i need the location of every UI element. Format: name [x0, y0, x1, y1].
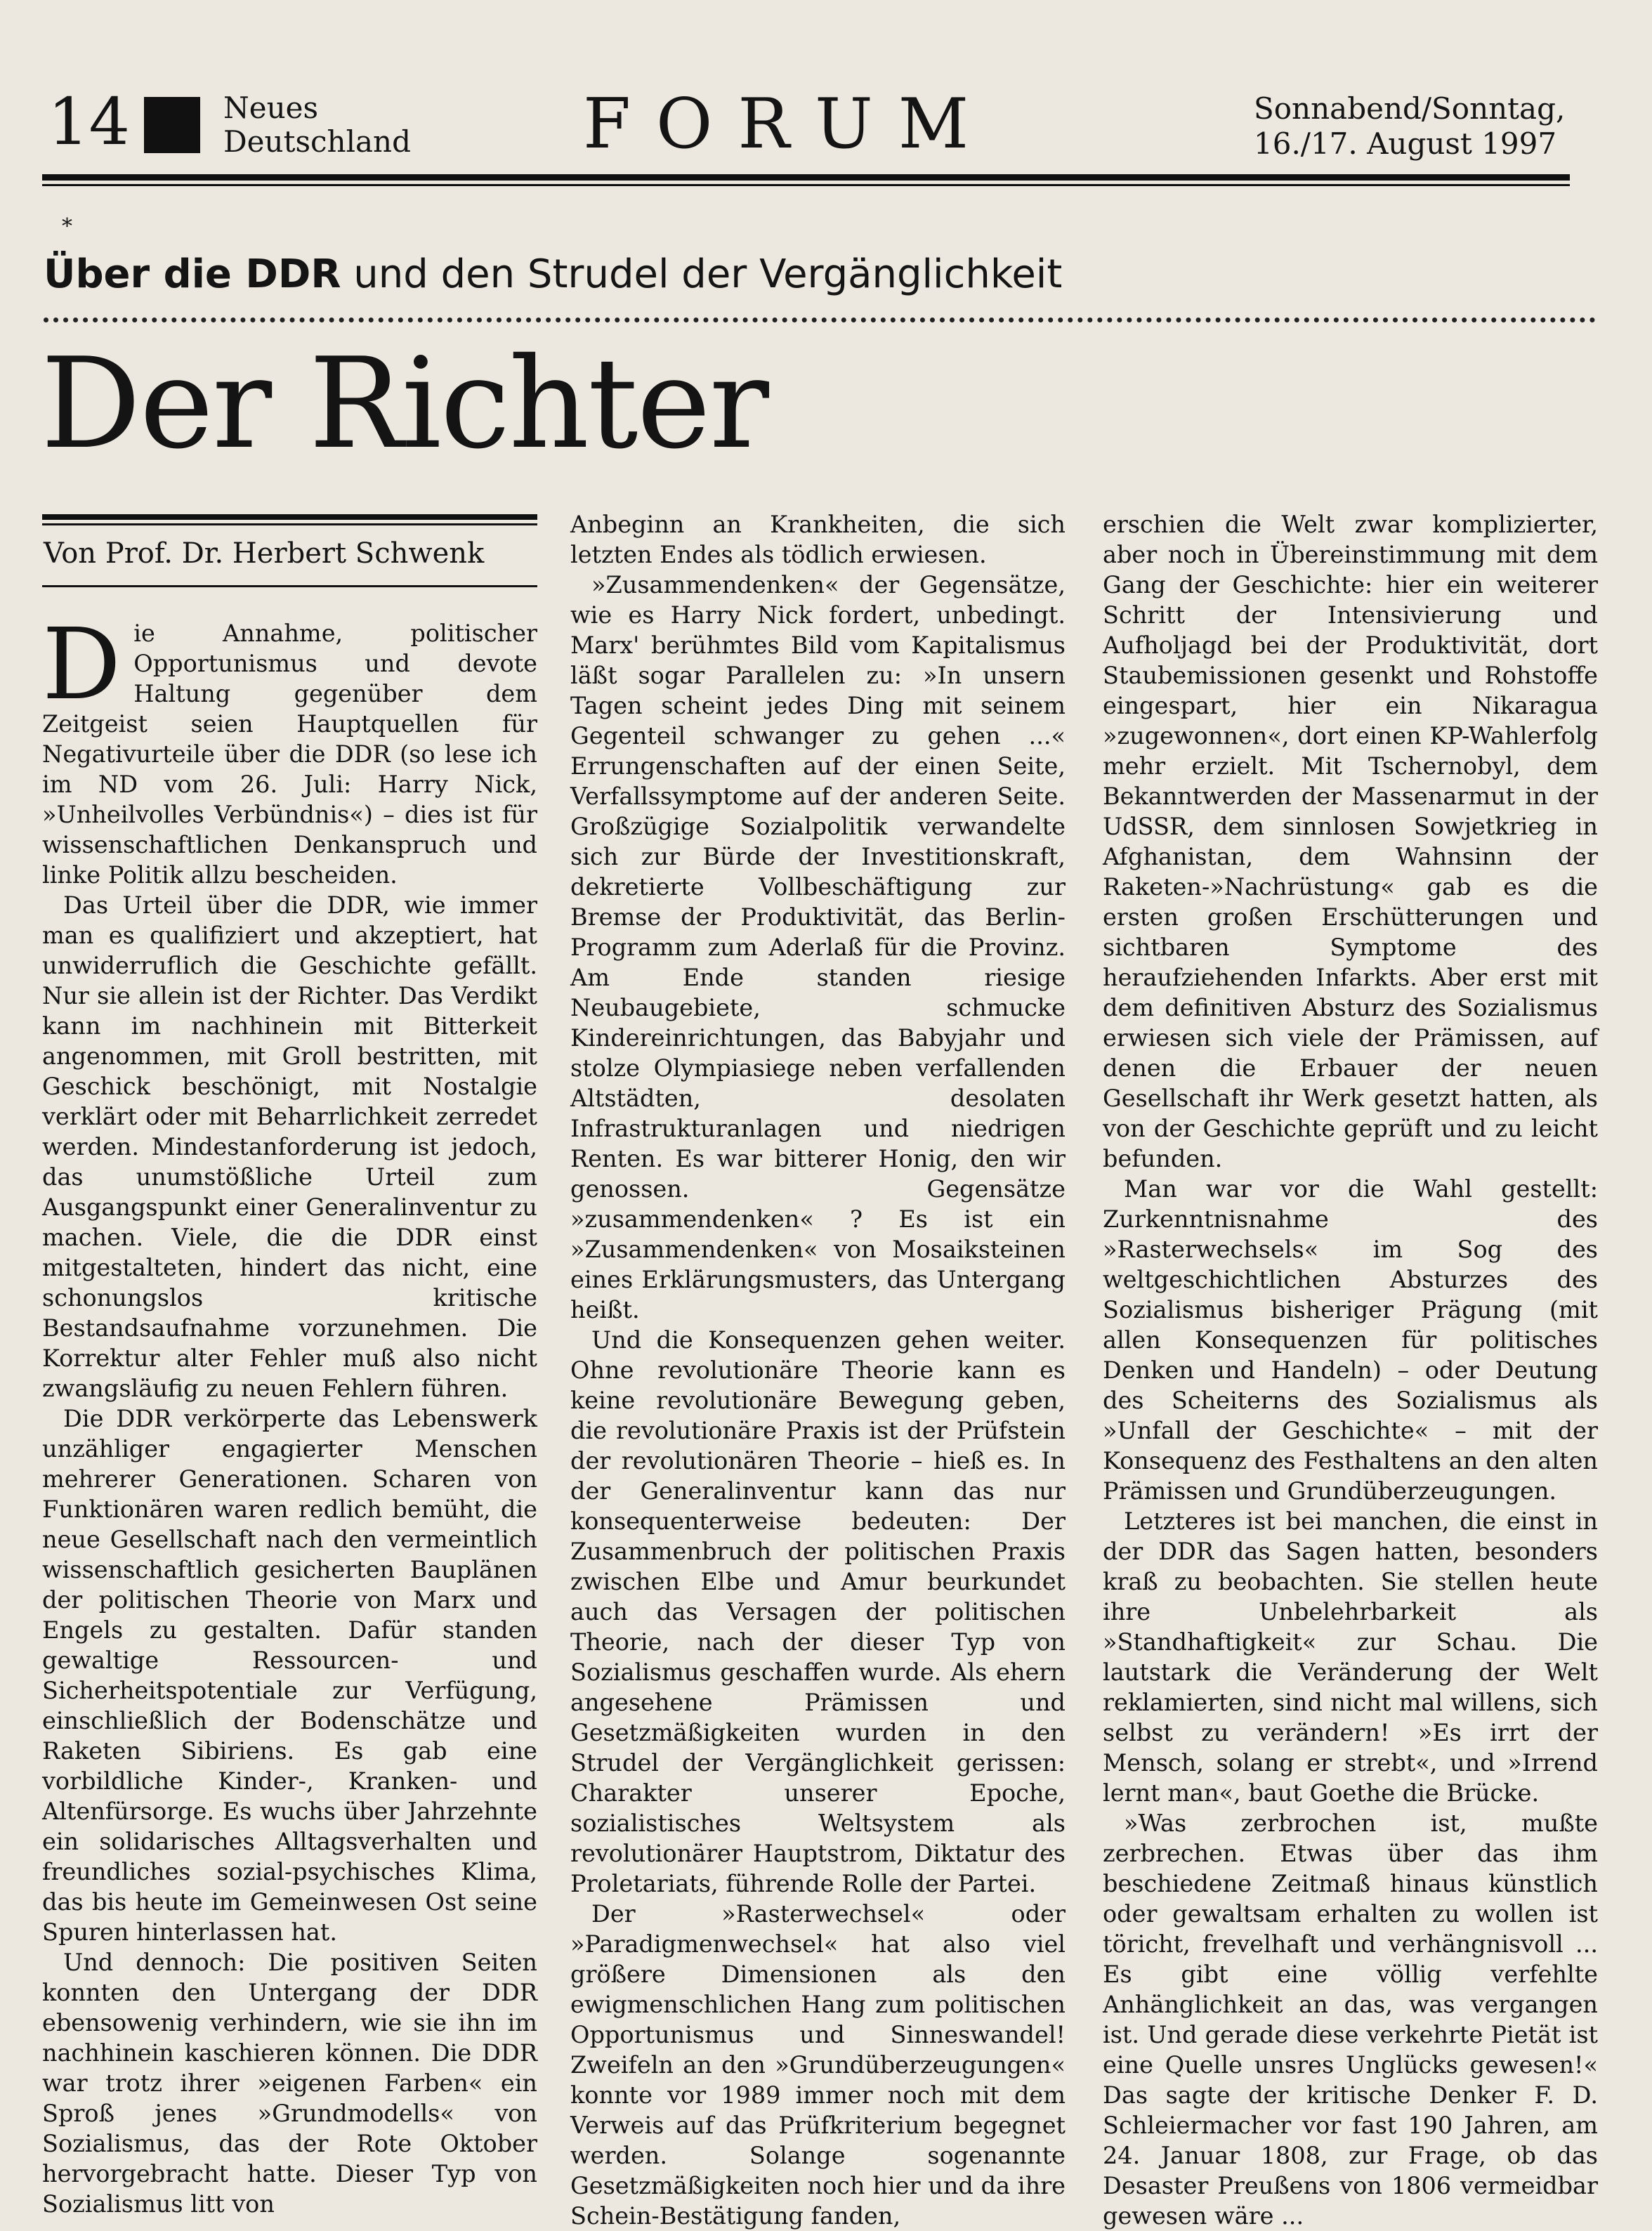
article-column-3 [1103, 509, 1598, 2230]
dotted-rule [44, 318, 1596, 322]
masthead-rule-thin [42, 184, 1570, 186]
byline-rule-thick [42, 514, 537, 520]
kicker-bold: Über die DDR [44, 251, 341, 297]
masthead-square-icon [144, 97, 200, 153]
date-line2: 16./17. August 1997 [1254, 126, 1557, 161]
byline-rule-bottom [42, 585, 537, 587]
drop-cap: D [42, 608, 122, 722]
asterisk: * [62, 214, 72, 239]
paper-name-line2: Deutschland [223, 124, 411, 159]
paragraph: erschien die Welt zwar komplizierter, aber noch in Übereinstimmung mit dem Gang der Geschichte: hier ein weiterer Schritt der Intensivierung und Aufholjagd bei der Produktivität, dort Staubemissionen gesenkt und Rohstoffe eingespart, hier ein Nikaragua »zugewonnen«, dort einen KP-Wahlerfolg mehr erzielt. Mit Tschernobyl, dem Bekanntwerden der Massenarmut in der UdSSR, dem sinnlosen Sowjetkrieg in Afghanistan, dem Wahnsinn der Raketen-»Nachrüstung« gab es die ersten großen Erschütterungen und sichtbaren Symptome des heraufziehenden Infarkts. Aber erst mit dem definitiven Absturz des Sozialismus erwiesen sich viele der Prämissen, auf denen die Erbauer der neuen Gesellschaft ihr Werk gesetzt hatten, als von der Geschichte geprüft und zu leicht befunden. [1103, 511, 1598, 1172]
paragraph: Und die Konsequenzen gehen weiter. Ohne revolutionäre Theorie kann es keine revolutionäre Bewegung geben, die revolutionäre Praxis ist der Prüfstein der revolutionären Theorie – hieß es. In der Generalinventur kann das nur konsequenterweise bedeuten: Der Zusammenbruch der politischen Praxis zwischen Elbe und Amur beurkundet auch das Versagen der politischen Theorie, nach der dieser Typ von Sozialismus geschaffen wurde. Als ehern angesehene Prämissen und Gesetzmäßigkeiten wurden in den Strudel der Vergänglichkeit gerissen: Charakter unserer Epoche, sozialistisches Weltsystem als revolutionärer Hauptstrom, Diktatur des Proletariats, führende Rolle der Partei. [570, 1326, 1066, 1897]
date-line [1254, 91, 1570, 162]
page-number: 14 [48, 84, 131, 159]
paper-name-line1: Neues [223, 91, 319, 125]
paragraph: »Was zerbrochen ist, mußte zerbrechen. Etwas über das ihm beschiedene Zeitmaß hinaus künstlich oder gewaltsam erhalten zu wollen ist töricht, frevelhaft und verhängnisvoll ... Es gibt eine völlig verfehlte Anhänglichkeit an das, was vergangen ist. Und gerade diese verkehrte Pietät ist eine Quelle unsres Unglücks gewesen!« Das sagte der kritische Denker F. D. Schleiermacher vor fast 190 Jahren, am 24. Januar 1808, zur Frage, ob das Desaster Preußens von 1806 vermeidbar gewesen wäre ... [1103, 1810, 1598, 2230]
kicker [44, 253, 1062, 296]
paragraph-text: ie Annahme, politischer Opportunismus und devote Haltung gegenüber dem Zeitgeist seien Hauptquellen für Negativurteile über die DDR (so lese ich im ND vom 26. Juli: Harry Nick, »Unheilvolles Verbündnis«) – dies ist für wissenschaftlichen Denkanspruch und linke Politik allzu bescheiden. [42, 620, 537, 889]
paper-name [223, 91, 411, 159]
paragraph: Und dennoch: Die positiven Seiten konnten den Untergang der DDR ebensowenig verhindern, wie sie ihn im nachhinein kaschieren können. Die DDR war trotz ihrer »eigenen Farben« ein Sproß jenes »Grundmodells« von Sozialismus, das der Rote Oktober hervorgebracht hatte. Dieser Typ von Sozialismus litt von [42, 1949, 537, 2218]
paragraph: »Zusammendenken« der Gegensätze, wie es Harry Nick fordert, unbedingt. Marx' berühmtes Bild vom Kapitalismus läßt sogar Parallelen zu: »In unsern Tagen scheint jedes Ding mit seinem Gegenteil schwanger zu gehen ...« Errungenschaften auf der einen Seite, Verfallssymptome auf der anderen Seite. Großzügige Sozialpolitik verwandelte sich zur Bürde der Investitionskraft, dekretierte Vollbeschäftigung zur Bremse der Produktivität, das Berlin-Programm zum Aderlaß für die Provinz. Am Ende standen riesige Neubaugebiete, schmucke Kindereinrichtungen, das Babyjahr und stolze Olympiasiege neben verfallenden Altstädten, desolaten Infrastrukturanlagen und niedrigen Renten. Es war bitterer Honig, den wir genossen. Gegensätze »zusammendenken« ? Es ist ein »Zusammendenken« von Mosaiksteinen eines Erklärungsmusters, das Untergang heißt. [570, 571, 1066, 1323]
kicker-rest: und den Strudel der Vergänglichkeit [341, 251, 1063, 297]
byline: Von Prof. Dr. Herbert Schwenk [44, 537, 485, 570]
paragraph: Das Urteil über die DDR, wie immer man es qualifiziert und akzeptiert, hat unwiderruflich die Geschichte gefällt. Nur sie allein ist der Richter. Das Verdikt kann im nachhinein mit Bitterkeit angenommen, mit Groll bestritten, mit Geschick beschönigt, mit Nostalgie verklärt oder mit Beharrlichkeit zerredet werden. Mindestanforderung ist jedoch, das unumstößliche Urteil zum Ausgangspunkt einer Generalinventur zu machen. Viele, die die DDR einst mitgestalteten, hindert das nicht, eine schonungslos kritische Bestandsaufnahme vorzunehmen. Die Korrektur alter Fehler muß also nicht zwangsläufig zu neuen Fehlern führen. [42, 891, 537, 1402]
masthead-rule-thick [42, 174, 1570, 181]
paragraph: Letzteres ist bei manchen, die einst in der DDR das Sagen hatten, besonders kraß zu beobachten. Sie stellen heute ihre Unbelehrbarkeit als »Standhaftigkeit« zur Schau. Die lautstark die Veränderung der Welt reklamierten, sind nicht mal willens, sich selbst zu verändern! »Es irrt der Mensch, solang er strebt«, und »Irrend lernt man«, baut Goethe die Brücke. [1103, 1507, 1598, 1807]
byline-rule-thin [42, 523, 537, 525]
section-title: FORUM [583, 84, 995, 164]
article-column-2 [570, 509, 1066, 2230]
paragraph: Der »Rasterwechsel« oder »Paradigmenwechsel« hat also viel größere Dimensionen als den ewigmenschlichen Hang zum politischen Opportunismus und Sinneswandel! Zweifeln an den »Grundüberzeugungen« konnte vor 1989 immer noch mit dem Verweis auf das Prüfkriterium begegnet werden. Solange sogenannte Gesetzmäßigkeiten noch hier und da ihre Schein-Bestätigung fanden, [570, 1900, 1066, 2230]
paragraph: Die DDR verkörperte das Lebenswerk unzähliger engagierter Menschen mehrerer Generationen. Scharen von Funktionären waren redlich bemüht, die neue Gesellschaft nach den vermeintlich wissenschaftlich gesicherten Bauplänen der politischen Theorie von Marx und Engels zu gestalten. Dafür standen gewaltige Ressourcen- und Sicherheitspotentiale zur Verfügung, einschließlich der Bodenschätze und Raketen Sibiriens. Es gab eine vorbildliche Kinder-, Kranken- und Altenfürsorge. Es wuchs über Jahrzehnte ein solidarisches Alltagsverhalten und freundliches sozial-psychisches Klima, das bis heute im Gemeinwesen Ost seine Spuren hinterlassen hat. [42, 1405, 537, 1946]
headline: Der Richter [41, 331, 768, 476]
paragraph: Anbeginn an Krankheiten, die sich letzten Endes als tödlich erwiesen. [570, 511, 1066, 568]
article-column-1 [42, 608, 537, 2218]
date-line1: Sonnabend/Sonntag, [1254, 91, 1566, 126]
paragraph: Man war vor die Wahl gestellt: Zurkenntnisnahme des »Rasterwechsels« im Sog des weltgeschichtlichen Absturzes des Sozialismus bisheriger Prägung (mit allen Konsequenzen für politisches Denken und Handeln) – oder Deutung des Scheiterns des Sozialismus als »Unfall der Geschichte« – mit der Konsequenz des Festhaltens an den alten Prämissen und Grundüberzeugungen. [1103, 1175, 1598, 1505]
paragraph [42, 608, 537, 890]
masthead [42, 84, 1570, 176]
